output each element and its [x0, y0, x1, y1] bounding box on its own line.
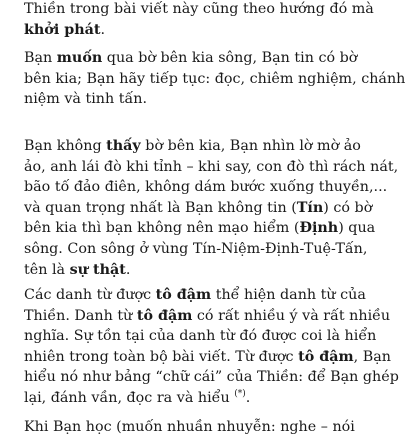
text-run: Thiền. Danh từ [24, 307, 137, 324]
bold-term: Tín [296, 199, 324, 216]
text-line [24, 326, 376, 347]
text-line [24, 69, 405, 90]
bold-term: thấy [106, 138, 141, 154]
text-line [24, 417, 355, 438]
text-line [24, 89, 147, 110]
text-run: tên là [24, 261, 70, 278]
text-run: Thiền trong bài viết này cũng theo hướng đó mà [24, 1, 374, 17]
text-line [24, 260, 130, 281]
text-line [24, 306, 390, 327]
text-run: Khi Bạn học (muốn nhuần nhuyễn: nghe – nói [24, 419, 355, 435]
text-run: có rất nhiều ý và rất nhiều [192, 307, 391, 324]
bold-term: tô đậm [136, 307, 193, 324]
text-run: . [125, 261, 131, 278]
text-run: Bạn không [24, 138, 107, 154]
text-run: qua bờ bên kia sông, Bạn tin có bờ [102, 50, 358, 66]
footnote-marker: (*) [234, 389, 246, 400]
text-line [24, 285, 366, 306]
text-run: bên kia thì bạn không nên mạo hiểm ( [24, 220, 300, 237]
text-line [24, 177, 387, 198]
bold-term: tô đậm [155, 287, 212, 303]
text-line [24, 347, 391, 368]
text-run: niệm và tinh tấn. [24, 91, 148, 108]
text-run: , Bạn [353, 348, 391, 365]
text-line [24, 218, 375, 239]
bold-term: khởi phát [24, 21, 101, 38]
text-run: ảo, anh lái đò khi tỉnh – khi say, con đò thì rách nát, [24, 158, 399, 175]
text-line [24, 388, 250, 409]
text-line [24, 239, 367, 260]
text-line [24, 48, 357, 69]
text-line [24, 157, 398, 178]
text-run: Bạn [24, 50, 57, 66]
text-run: nghĩa. Sự tồn tại của danh từ đó được coi là hiển [24, 328, 377, 345]
text-line [24, 198, 372, 219]
text-run: . [245, 390, 251, 406]
text-run: ) qua [338, 220, 376, 237]
text-run: . [100, 21, 106, 38]
text-run: ) có bờ [323, 199, 373, 216]
bold-term: muốn [56, 50, 103, 66]
text-run: bão tố đảo điên, không dám bước xuống thuyền,... [24, 179, 388, 196]
text-run: và quan trọng nhất là Bạn không tin ( [24, 199, 297, 216]
text-run: thể hiện danh từ của [211, 287, 366, 303]
text-run: sông. Con sông ở vùng Tín-Niệm-Định-Tuệ-Tấn, [24, 241, 368, 257]
text-run: hiểu nó như bảng “chữ cái” của Thiền: để Bạn ghép [24, 369, 399, 386]
text-run: nhiên trong toàn bộ bài viết. Từ được [24, 348, 299, 365]
text-line [24, 136, 361, 157]
text-run: lại, đánh vần, đọc ra và hiểu [24, 390, 235, 406]
bold-term: Định [299, 220, 339, 237]
text-run: Các danh từ được [24, 287, 156, 303]
bold-term: sự thật [69, 261, 126, 278]
text-line [24, 367, 399, 388]
text-run: bờ bên kia, Bạn nhìn lờ mờ ảo [140, 138, 361, 154]
bold-term: tô đậm [298, 348, 354, 365]
text-line [24, 0, 374, 20]
text-line [24, 20, 105, 41]
text-run: bên kia; Bạn hãy tiếp tục: đọc, chiêm nghiệm, chánh [24, 70, 405, 87]
